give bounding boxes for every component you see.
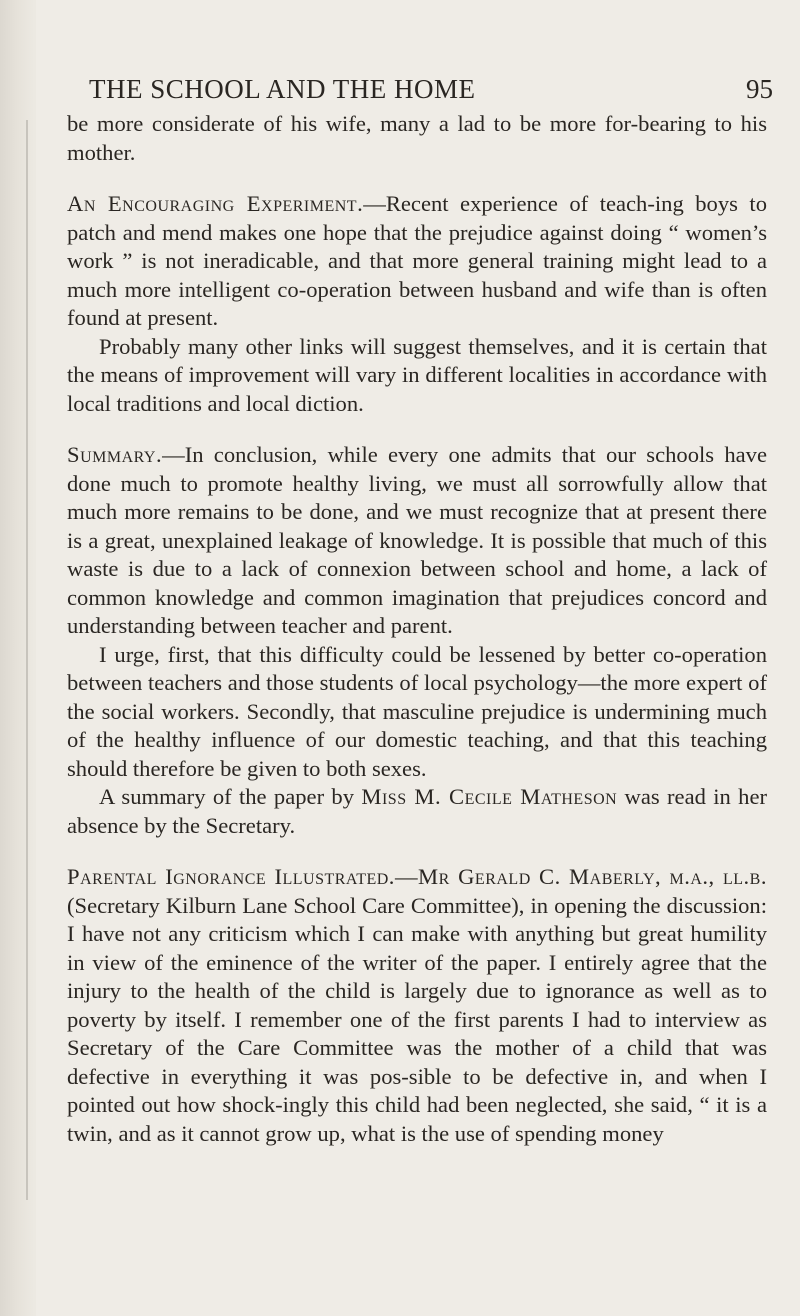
section-heading: Parental Ignorance Illustrated. [67,864,395,889]
paragraph-other-links: Probably many other links will suggest themselves, and it is certain that the means of improvement will vary in different localities in accordance with local traditions and local diction. [67,333,767,416]
body-text [67,110,767,1148]
paragraph-summary-read: A summary of the paper by Miss M. Cecile Matheson was read in her absence by the Secretary. [67,784,767,838]
book-binding-shadow [0,0,36,1316]
section-heading: An Encouraging Experiment. [67,191,364,216]
book-page [67,0,773,1146]
paragraph-parental-ignorance: Parental Ignorance Illustrated.—Mr Gerald C. Maberly, m.a., ll.b. (Secretary Kilburn Lane School Care Committee), in opening the discussion: I have not any criticism which I can make with anything but great humility in view of the eminence of the writer of the paper. I entirely agree that the injury to the health of the child is largely due to ignorance as well as to poverty by itself. I remember one of the first parents I had to interview as Secretary of the Care Committee was the mother of a child that was defective in everything it was pos-sible to be defective in, and when I pointed out how shock-ingly this child had been neglected, she said, “ it is a twin, and as it cannot grow up, what is the use of spending money [67,864,768,1146]
speaker-name: —Mr Gerald C. Maberly, m.a., ll.b. [394,864,768,889]
section-heading: Summary. [67,442,163,467]
gutter-line [26,120,28,1200]
paragraph-encouraging-experiment: An Encouraging Experiment.—Recent experience of teach-ing boys to patch and mend makes one hope that the prejudice against doing “ women’s work ” is not ineradicable, and that more general training might lead to a much more intelligent co-operation between husband and wife than is often found at present. [67,191,768,330]
page-header [67,0,773,104]
paragraph-continuation: be more considerate of his wife, many a lad to be more for-bearing to his mother. [67,111,767,165]
paragraph-urge: I urge, first, that this difficulty could be lessened by better co-operation between teachers and those students of local psychology—the more expert of the social workers. Secondly, that masculine prejudice is undermining much of the healthy influence of our domestic teaching, and that this teaching should therefore be given to both sexes. [67,641,767,781]
author-name: Miss M. Cecile Matheson [361,784,618,809]
paragraph-summary: Summary.—In conclusion, while every one admits that our schools have done much to promote healthy living, we must all sorrowfully allow that much more remains to be done, and we must recognize that at present there is a great, unexplained leakage of knowledge. It is possible that much of this waste is due to a lack of connexion between school and home, a lack of common knowledge and common imagination that prejudices concord and understanding between teacher and parent. [67,442,767,638]
page-number: 95 [746,74,773,104]
running-head: THE SCHOOL AND THE HOME [89,74,476,104]
